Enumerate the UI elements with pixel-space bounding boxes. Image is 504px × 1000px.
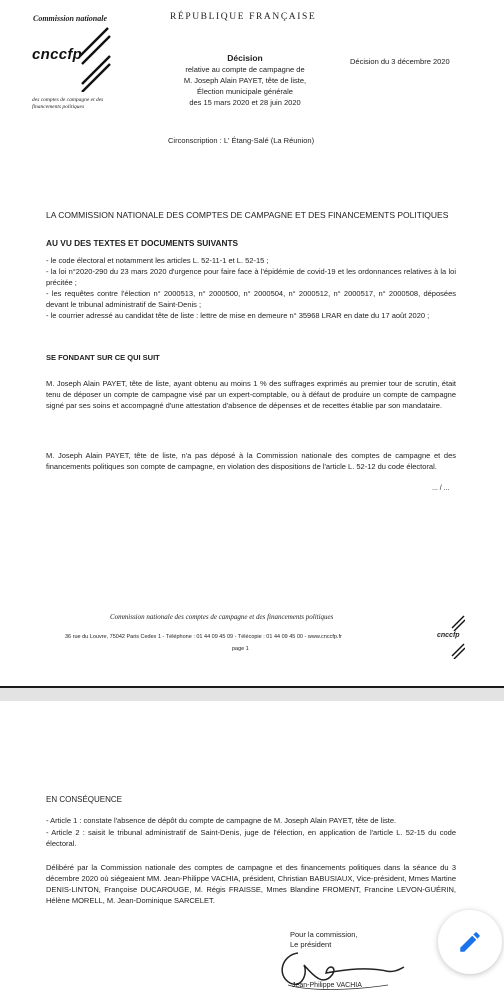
logo-top-text: Commission nationale: [33, 14, 108, 23]
subtitle-line: relative au compte de campagne de: [185, 65, 305, 74]
paragraph-2: M. Joseph Alain PAYET, tête de liste, n'a pas déposé à la Commission nationale des comptes de campagne et des financements politiques son compte de campagne, en violation des dispositions de l'article L. 52-12 du code électoral.: [46, 451, 456, 471]
au-vu-item: - le code électoral et notamment les articles L. 52-11-1 et L. 52-15 ;: [46, 256, 269, 265]
circonscription: Circonscription : L' Étang-Salé (La Réunion): [168, 136, 315, 145]
article-1: - Article 1 : constate l'absence de dépôt du compte de campagne de M. Joseph Alain PAYET, tête de liste.: [46, 816, 397, 825]
decision-date: Décision du 3 décembre 2020: [350, 57, 450, 66]
footer-logo-wordmark: cnccfp: [437, 632, 460, 639]
subtitle-line: M. Joseph Alain PAYET, tête de liste,: [183, 76, 307, 85]
decision-title: Décision: [227, 53, 263, 63]
sign-line-1: Pour la commission,: [290, 930, 358, 939]
au-vu-item: - la loi n°2020-290 du 23 mars 2020 d'urgence pour faire face à l'épidémie de covid-19 et les ordonnances relatives à la loi précitée ;: [46, 267, 456, 287]
edit-button[interactable]: [438, 910, 502, 974]
au-vu-heading: AU VU DES TEXTES ET DOCUMENTS SUIVANTS: [46, 238, 239, 248]
au-vu-item: - le courrier adressé au candidat tête de liste : lettre de mise en demeure n° 35968 LRAR en date du 17 août 2020 ;: [46, 311, 430, 320]
au-vu-section: [46, 238, 456, 321]
footer-commission: Commission nationale des comptes de campagne et des financements politiques: [110, 613, 334, 621]
subtitle-line: Élection municipale générale: [197, 87, 293, 96]
article-2: - Article 2 : saisit le tribunal administratif de Saint-Denis, juge de l'élection, en application de l'article L. 52-15 du code électoral.: [46, 828, 456, 848]
document-page-2: [0, 701, 504, 1000]
footer-logo-stripes: [449, 615, 465, 631]
subtitle-line: des 15 mars 2020 et 28 juin 2020: [189, 98, 301, 107]
commission-heading: LA COMMISSION NATIONALE DES COMPTES DE CAMPAGNE ET DES FINANCEMENTS POLITIQUES: [46, 210, 449, 220]
logo-tagline: des comptes de campagne et des financements politiques: [32, 97, 104, 110]
sign-line-2: Le président: [290, 940, 332, 949]
page-separator: [0, 686, 504, 701]
pencil-icon: [457, 929, 483, 955]
decision-title-block: [160, 52, 330, 108]
paragraph-1: M. Joseph Alain PAYET, tête de liste, ayant obtenu au moins 1 % des suffrages exprimés au premier tour de scrutin, était tenu de déposer un compte de campagne visé par un expert-comptable, ou à défaut de produire un compte de campagne signé par ses soins et accompagné d'une attestation d'absence de dépenses et de recettes établie par son mandataire.: [46, 379, 456, 410]
footer-logo-stripes: [449, 643, 465, 659]
fondant-heading: SE FONDANT SUR CE QUI SUIT: [46, 353, 160, 362]
deliberation-paragraph: Délibéré par la Commission nationale des comptes de campagne et des financements politiques dans la séance du 3 décembre 2020 où siégeaient MM. Jean-Philippe VACHIA, président, Christian BABUSIAUX, Vice-président, Mmes Martine DENIS-LINTON, Françoise DUCAROUGE, M. Régis FRAISSE, Mmes Blandine FROMENT, Francine LEVON-GUÉRIN, Hélène MORELL, M. Jean-Dominique SARCELET.: [46, 863, 456, 905]
signer-name: Jean-Philippe VACHIA: [292, 982, 362, 989]
footer-address: 36 rue du Louvre, 75042 Paris Cedex 1 - Téléphone : 01 44 09 45 09 - Télécopie : 01 44 09 45 00 - www.cnccfp.fr: [65, 634, 342, 640]
au-vu-item: - les requêtes contre l'élection n° 2000513, n° 2000500, n° 2000504, n° 2000512, n° 2000517, n° 2000508, déposées devant le tribunal administratif de Saint-Denis ;: [46, 289, 456, 309]
page-number: page 1: [232, 646, 249, 652]
republique-heading: RÉPUBLIQUE FRANÇAISE: [170, 12, 317, 22]
continued-marker: ... / ...: [432, 485, 450, 492]
logo-wordmark: cnccfp: [32, 46, 83, 63]
consequence-heading: EN CONSÉQUENCE: [46, 795, 123, 804]
logo-stripes: [78, 26, 112, 92]
